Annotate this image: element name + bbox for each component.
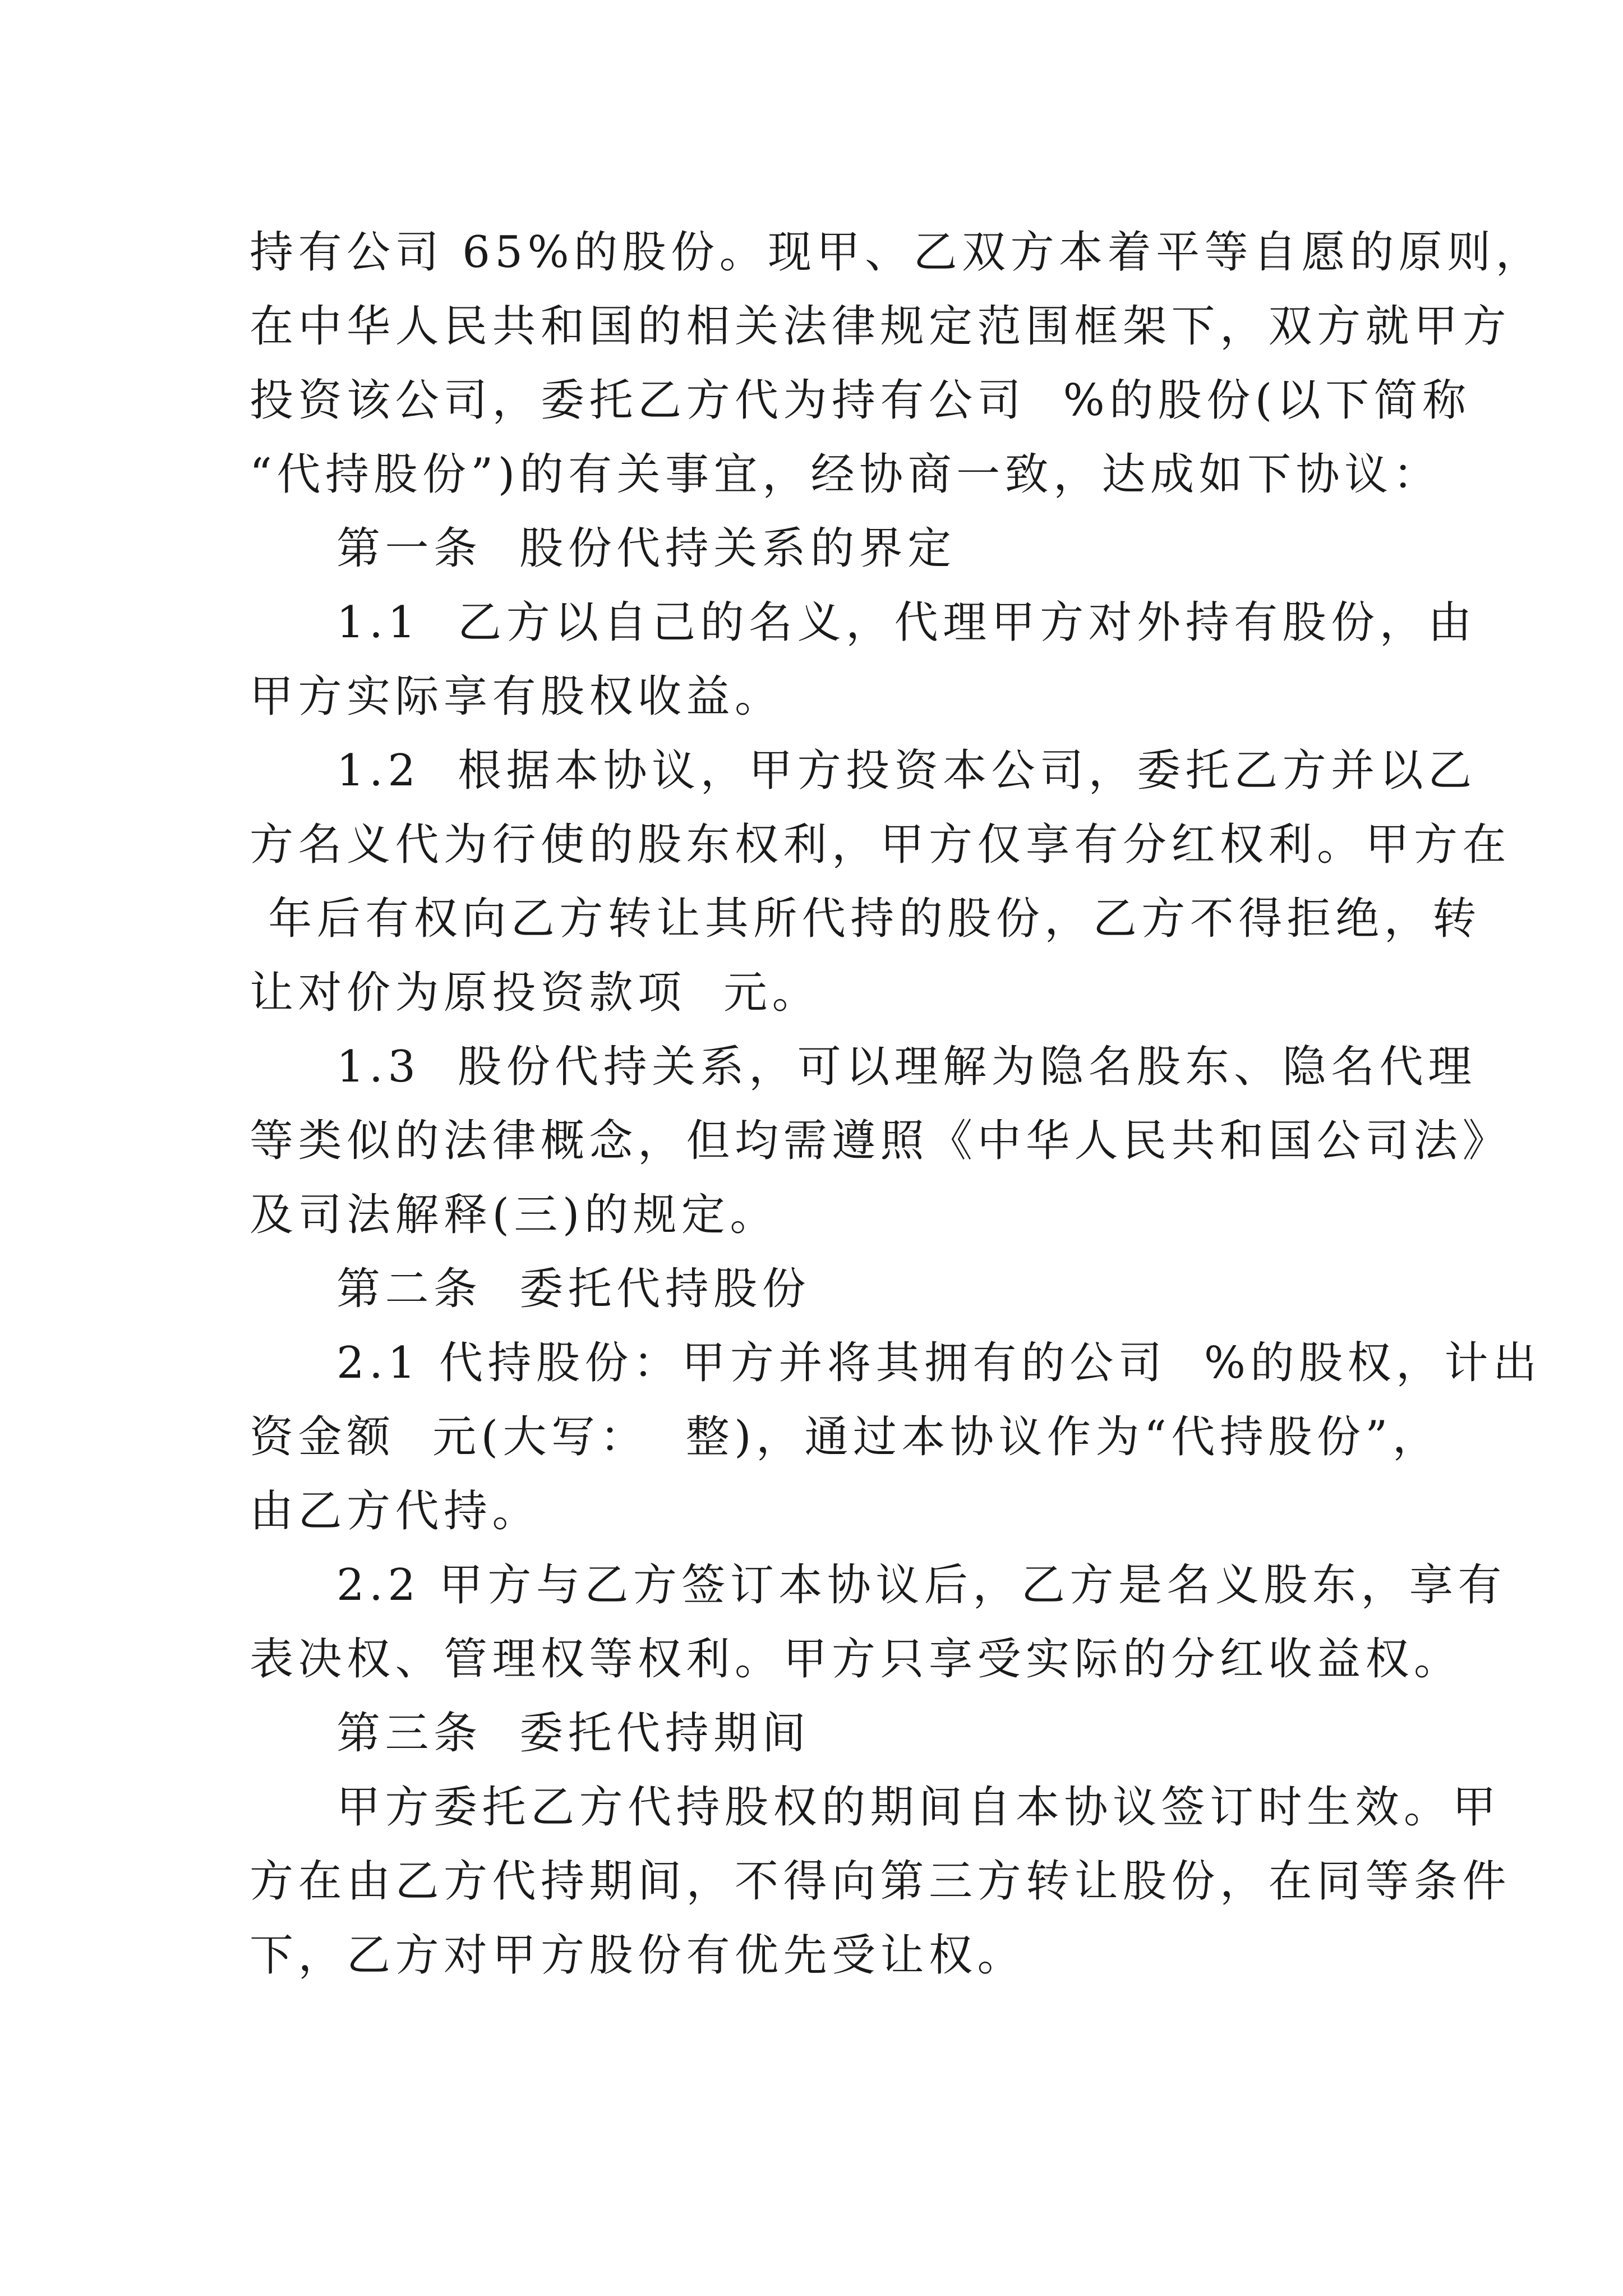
section-heading-1: 第一条 股份代持关系的界定 (336, 523, 956, 574)
section-heading-3: 第三条 委托代持期间 (336, 1708, 811, 1759)
clause-1-2: 1.2 根据本协议，甲方投资本公司，委托乙方并以乙 (336, 746, 1477, 796)
paragraph-line: 方在由乙方代持期间，不得向第三方转让股份，在同等条件 (250, 1856, 1511, 1907)
paragraph-line: 由乙方代持。 (250, 1486, 541, 1536)
clause-2-2: 2.2 甲方与乙方签订本协议后，乙方是名义股东，享有 (336, 1560, 1506, 1611)
paragraph-line: 方名义代为行使的股东权利，甲方仅享有分红权利。甲方在 (250, 820, 1511, 870)
section-heading-2: 第二条 委托代持股份 (336, 1264, 811, 1314)
clause-2-1: 2.1 代持股份：甲方并将其拥有的公司 %的股权，计出 (336, 1338, 1542, 1388)
paragraph-line: 让对价为原投资款项 元。 (250, 968, 821, 1018)
paragraph-line: 及司法解释(三)的规定。 (250, 1190, 778, 1240)
clause-1-3: 1.3 股份代持关系，可以理解为隐名股东、隐名代理 (336, 1042, 1477, 1092)
paragraph-line: 资金额 元(大写： 整)，通过本协议作为“代持股份”， (250, 1412, 1441, 1462)
clause-1-1: 1.1 乙方以自己的名义，代理甲方对外持有股份，由 (336, 597, 1477, 648)
paragraph-line: 下，乙方对甲方股份有优先受让权。 (250, 1930, 1026, 1981)
paragraph-line: 持有公司 65%的股份。现甲、乙双方本着平等自愿的原则， (250, 227, 1544, 278)
paragraph-line: 表决权、管理权等权利。甲方只享受实际的分红收益权。 (250, 1634, 1463, 1685)
paragraph-line: 在中华人民共和国的相关法律规定范围框架下，双方就甲方 (250, 301, 1511, 352)
paragraph-line: “代持股份”)的有关事宜，经协商一致，达成如下协议： (250, 449, 1442, 500)
paragraph-line: 投资该公司，委托乙方代为持有公司 %的股份(以下简称 (250, 375, 1471, 426)
paragraph-line: 年后有权向乙方转让其所代持的股份，乙方不得拒绝，转 (250, 894, 1481, 944)
paragraph-line: 甲方实际享有股权收益。 (250, 671, 783, 722)
paragraph-line: 等类似的法律概念，但均需遵照《中华人民共和国公司法》 (250, 1116, 1511, 1166)
paragraph-line: 甲方委托乙方代持股权的期间自本协议签订时生效。甲 (336, 1782, 1501, 1833)
